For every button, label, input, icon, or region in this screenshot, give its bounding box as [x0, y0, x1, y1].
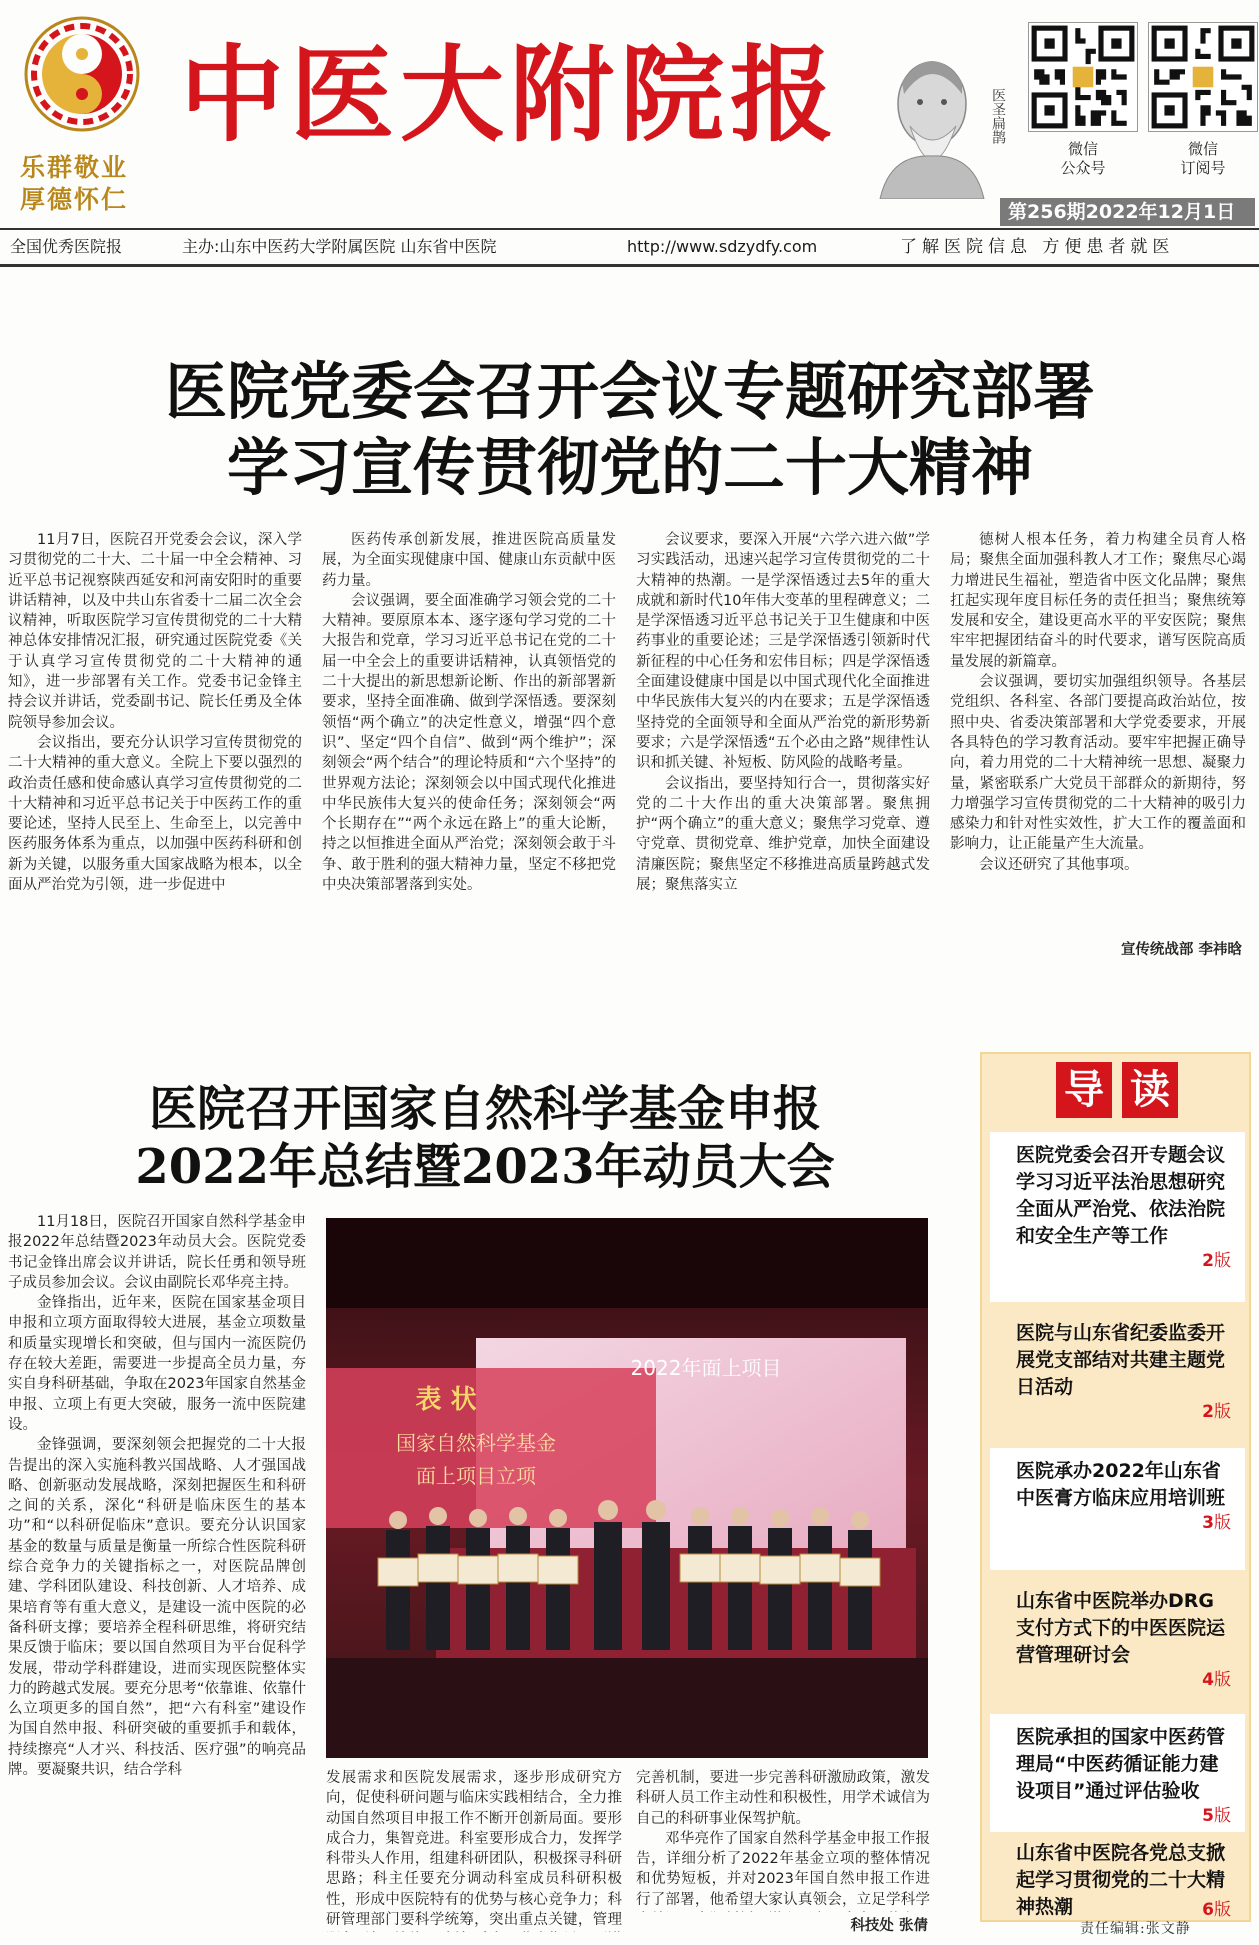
guide-title-char-1: 导	[1056, 1062, 1112, 1118]
article1-column-3	[636, 530, 930, 955]
paragraph: 会议强调，要切实加强组织领导。各基层党组织、各科室、各部门要提高政治站位，按照中央、省委决策部署和大学党委要求，开展各具特色的学习教育活动。要牢牢把握正确导向，着力用党的二十大精神统一思想、凝聚力量，紧密联系广大党员干部群众的新期待，努力增强学习宣传贯彻党的二十大精神的吸引力感染力和针对性实效性，扩大工作的覆盖面和影响力，让正能量产生大流量。	[950, 674, 1246, 853]
paragraph: 会议指出，要充分认识学习宣传贯彻党的二十大精神的重大意义。全院上下要以强烈的政治责任感和使命感认真学习宣传贯彻党的二十大精神和习近平总书记关于中医药工作的重要论述，坚持人民至上、生命至上，以完善中医药服务体系为重点，以加强中医药科研和创新为关键，以服务重大国家战略为根本，以全面从严治党为引领，进一步促进中	[8, 734, 302, 894]
article2-byline: 科技处 张倩	[850, 1918, 928, 1934]
photo-board-line2: 面上项目立项	[416, 1464, 536, 1488]
guide-item-page: 2版	[1202, 1402, 1231, 1422]
guide-item-page: 4版	[1202, 1670, 1231, 1690]
guide-item[interactable]: 山东省中医院举办DRG支付方式下的中医医院运营管理研讨会 4版	[1016, 1590, 1231, 1690]
motto-text: 了解医院信息 方便患者就医	[900, 237, 1175, 257]
paragraph: 金锋强调，要深刻领会把握党的二十大报告提出的深入实施科教兴国战略、人才强国战略、创新驱动发展战略，深刻把握医生和科研之间的关系，深化“科研是临床医生的基本功”和“以科研促临床”意识。要充分认识国家基金的数量与质量是衡量一所综合性医院科研综合竞争力的关键指标之一，对医院品牌创建、学科团队建设、科技创新、人才培养、成果培育等有重大意义，是建设一流中医院的必备科研支撑；要培养全程科研思维，将研究结果反馈于临床；要以国自然项目为平台促科学发展，带动学科群建设，进而实现医院整体实力的跨越式发展。要充分思考“依靠谁、依靠什么立项更多的国自然”，把“六有科室”建设作为国自然申报、科研突破的重要抓手和载体，持续擦亮“人才兴、科技活、医疗强”的响亮品牌。要凝聚共识，结合学科	[8, 1437, 306, 1779]
guide-item-page: 2版	[1202, 1251, 1231, 1271]
paragraph: 邓华亮作了国家自然科学基金申报工作报告，详细分析了2022年基金立项的整体情况和优势短板，并对2023年国自然申报工作进行了部署，他希望大家认真领会，立足学科学	[636, 1830, 930, 1908]
article2-headline-line1: 医院召开国家自然科学基金申报	[148, 1081, 821, 1137]
paragraph: 完善机制，要进一步完善科研激励政策，激发科研人员工作主动性和积极性，用学术诚信为自己的科研事业保驾护航。	[636, 1770, 930, 1827]
sponsor-text: 主办:山东中医药大学附属医院 山东省中医院	[182, 237, 497, 256]
qr-subscribe-label: 微信 订阅号	[1180, 140, 1226, 177]
masthead	[0, 0, 1259, 225]
newspaper-title: 中医大附院报	[180, 33, 841, 156]
qr-code-subscription-icon[interactable]	[1148, 22, 1258, 132]
honor-text: 全国优秀医院报	[10, 237, 123, 256]
guide-item[interactable]: 医院承办2022年山东省中医膏方临床应用培训班 3版	[990, 1448, 1245, 1570]
paragraph: 会议要求，要深入开展“六学六进六做”学习实践活动，迅速兴起学习宣传贯彻党的二十大精神的热潮。一是学深悟透过去5年的重大成就和新时代10年伟大变革的里程碑意义；二是学深悟透习近平总书记关于卫生健康和中医药事业的重要论述；三是学深悟透引领新时代新征程的中心任务和宏伟目标；四是学深悟透全面建设健康中国是以中国式现代化全面推进中华民族伟大复兴的内在要求；五是学深悟透坚持党的全面领导和全面从严治党的新形势新要求；六是学深悟透“五个必由之路”规律性认识和抓关键、补短板、防风险的战略考量。	[636, 532, 930, 772]
paragraph: 德树人根本任务，着力构建全员育人格局；聚焦全面加强科教人才工作；聚焦尽心竭力增进民生福祉，塑造省中医文化品牌；聚焦扛起实现年度目标任务的责任担当；聚焦统筹发展和安全，建设更高水平的平安医院；聚焦牢牢把握团结奋斗的时代要求，谱写医院高质量发展的新篇章。	[950, 532, 1246, 670]
photo-banner-title: 2022年面上项目	[630, 1356, 782, 1380]
paragraph: 金锋指出，近年来，医院在国家基金项目申报和立项方面取得较大进展，基金立项数量和质量实现增长和突破，但与国内一流医院仍存在较大差距，需要进一步提高全员力量，夯实自身科研基础，争取在2023年国家自然基金申报、立项上有更大突破，服务一流中医院建设。	[8, 1295, 306, 1433]
website-link[interactable]: http://www.sdzydfy.com	[627, 237, 818, 256]
guide-item[interactable]: 医院与山东省纪委监委开展党支部结对共建主题党日活动 2版	[1016, 1322, 1231, 1422]
qr-code-public-account-icon[interactable]	[1028, 22, 1138, 132]
article1-headline-line1: 医院党委会召开会议专题研究部署	[164, 355, 1095, 428]
paragraph: 发展需求和医院发展需求，逐步形成研究方向，促使科研问题与临床实践相结合，全力推动国自然项目申报工作不断开创新局面。要形成合力，集智竞进。科室要形成合力，发挥学科带头人作用，组建科研团队，积极探寻科研思路；科主任要充分调动科室成员科研积极性，形成中医院特有的优势与核心竞争力；科研管理部门要科学统筹，突出重点关键，管理	[326, 1770, 622, 1929]
guide-item[interactable]: 医院党委会召开专题会议学习习近平法治思想研究全面从严治党、依法治院和安全生产等工作 2版	[990, 1132, 1245, 1302]
paragraph: 11月7日，医院召开党委会会议，深入学习贯彻党的二十大、二十届一中全会精神、习近平总书记视察陕西延安和河南安阳时的重要讲话精神，以及中共山东省委十二届二次全会议精神，听取医院学习宣传贯彻党的二十大精神总体安排情况汇报，研究通过医院党委《关于认真学习宣传贯彻党的二十大精神的通知》，进一步部署有关工作。党委书记金锋主持会议并讲话，党委副书记、院长任勇及全体院领导参加会议。	[8, 532, 302, 731]
article1-headline-line2: 学习宣传贯彻党的二十大精神	[226, 431, 1033, 504]
slogan-line-1: 乐群敬业	[20, 153, 129, 182]
article2-headline-line2: 2022年总结暨2023年动员大会	[135, 1139, 835, 1195]
article2-bottom-column-2	[636, 1768, 930, 1912]
guide-item-page: 6版	[1202, 1900, 1231, 1920]
award-ceremony-photo	[326, 1218, 928, 1758]
guide-sidebar	[980, 1052, 1251, 1922]
info-bar	[0, 230, 1259, 264]
article1-byline: 宣传统战部 李祎晗	[1120, 942, 1242, 958]
article1-column-1	[8, 530, 302, 955]
article2-left-column	[8, 1212, 306, 1932]
paragraph: 会议还研究了其他事项。	[979, 856, 1139, 873]
hospital-logo-icon	[22, 14, 142, 134]
portrait-label: 医圣扁鹊	[990, 88, 1006, 144]
paragraph: 11月18日，医院召开国家自然科学基金申报2022年总结暨2023年动员大会。医院党委书记金锋出席会议并讲话，院长任勇和领导班子成员参加会议。会议由副院长邓华亮主持。	[8, 1214, 306, 1291]
guide-item[interactable]: 山东省中医院各党总支掀起学习贯彻党的二十大精神热潮 6版	[1016, 1842, 1231, 1920]
responsible-editor: 责任编辑:张文静	[1080, 1921, 1191, 1937]
slogan-line-2: 厚德怀仁	[20, 185, 129, 214]
issue-date-badge: 第256期2022年12月1日	[1000, 198, 1255, 226]
photo-board-line1: 国家自然科学基金	[396, 1431, 556, 1455]
guide-item[interactable]: 医院承担的国家中医药管理局“中医药循证能力建设项目”通过评估验收 5版	[990, 1714, 1245, 1832]
guide-item-page: 5版	[1202, 1806, 1231, 1826]
paragraph: 会议指出，要坚持知行合一，贯彻落实好党的二十大作出的重大决策部署。聚焦拥护“两个确立”的重大意义；聚焦学习党章、遵守党章、贯彻党章、维护党章，加快全面建设清廉医院；聚焦坚定不移推进高质量跨越式发展；聚焦落实立	[636, 775, 930, 894]
masthead-rule-bottom	[0, 264, 1259, 267]
guide-item-page: 3版	[1202, 1513, 1231, 1533]
qr-public-label: 微信 公众号	[1060, 140, 1106, 177]
paragraph: 会议强调，要全面准确学习领会党的二十大精神。要原原本本、逐字逐句学习党的二十大报告和党章，学习习近平总书记在党的二十届一中全会上的重要讲话精神，认真领悟党的二十大提出的新思想新论断、作出的新部署新要求，坚持全面准确、做到学深悟透。要深刻领悟“两个确立”的决定性意义，增强“四个意识”、坚定“四个自信”、做到“两个维护”；深刻领会“两个结合”的理论特质和“六个坚持”的世界观方法论；深刻领会以中国式现代化推进中华民族伟大复兴的使命任务；深刻领会“两个长期存在”“两个永远在路上”的重大论断，持之以恒推进全面从严治党；深刻领会敢于斗争、敢于胜利的强大精神力量，坚定不移把党中央决策部署落到实处。	[322, 592, 616, 894]
article1-column-4	[950, 530, 1246, 930]
article2-bottom-column-1	[326, 1768, 622, 1932]
article1-column-2	[322, 530, 616, 955]
paragraph: 医药传承创新发展，推进医院高质量发展，为全面实现健康中国、健康山东贡献中医药力量。	[322, 532, 616, 589]
photo-board-title: 表 状	[415, 1385, 477, 1415]
guide-title-char-2: 读	[1122, 1062, 1178, 1118]
